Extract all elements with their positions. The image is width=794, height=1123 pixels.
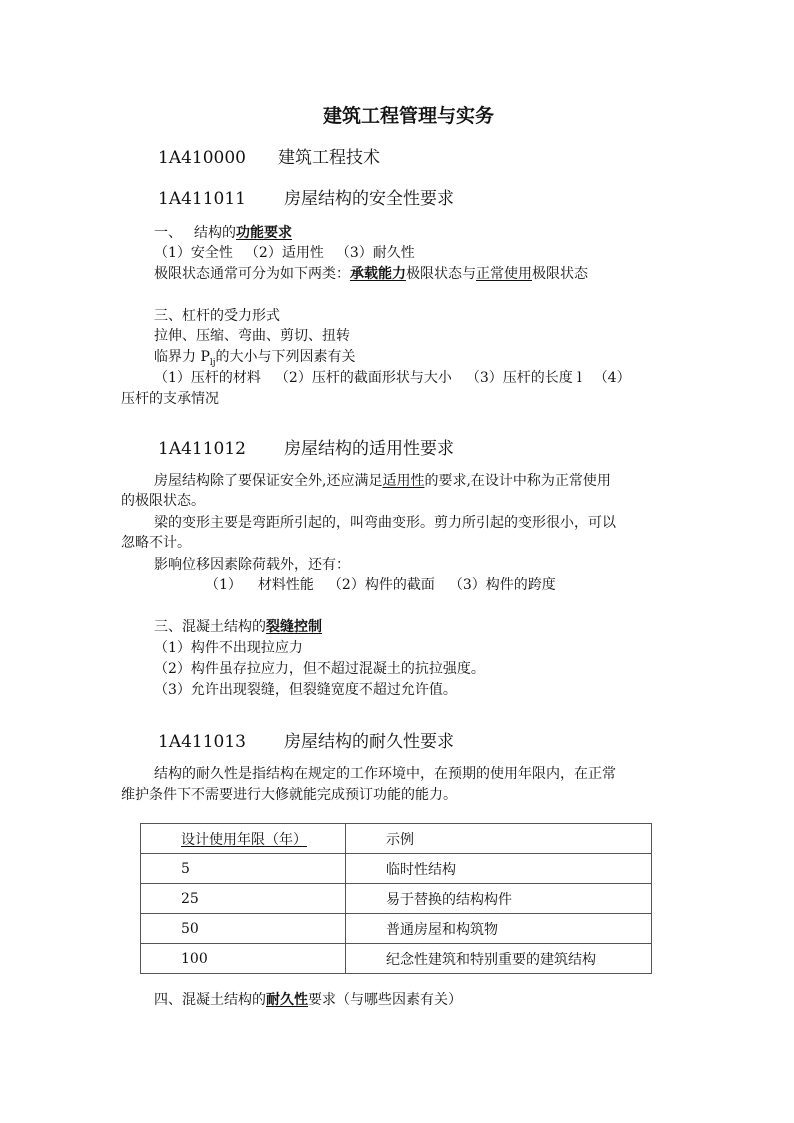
list-marker: 一、 [154,225,182,241]
paragraph [154,990,462,1010]
text: 要求（与哪些因素有关） [308,992,462,1008]
section-code: 1A411013 [158,732,246,752]
table-cell: 100 [141,944,346,974]
chapter-heading [158,148,380,168]
table-cell: 5 [141,854,346,884]
table-header-cell: 设计使用年限（年） [141,824,346,854]
paragraph: 影响位移因素除荷载外，还有： [154,557,350,573]
paragraph [154,368,631,388]
list-item: （3）构件的跨度 [448,577,556,593]
paragraph [154,617,322,637]
section-code: 1A411012 [158,439,246,459]
text: 极限状态 [532,266,588,282]
table-cell: 25 [141,884,346,914]
paragraph: 压杆的支承情况 [121,391,219,407]
emphasis: 耐久性 [266,992,308,1008]
service-life-table [140,823,652,974]
list-item: （1）压杆的材料 [154,370,261,386]
list-item: （2）构件的截面 [327,577,435,593]
paragraph: （3）允许出现裂缝，但裂缝宽度不超过允许值。 [154,682,457,698]
table-cell: 易于替换的结构构件 [346,884,652,914]
text: 房屋结构除了要保证安全外,还应满足 [154,473,383,489]
table-cell: 50 [141,914,346,944]
paragraph: 的极限状态。 [121,493,205,509]
text: 临界力 P [154,349,210,365]
paragraph: （2）构件虽存拉应力，但不超过混凝土的抗拉强度。 [154,661,485,677]
chapter-code: 1A410000 [158,148,246,168]
section-code: 1A411011 [158,189,246,209]
table-cell: 纪念性建筑和特别重要的建筑结构 [346,944,652,974]
section-name: 房屋结构的安全性要求 [284,189,454,209]
table-cell: 临时性结构 [346,854,652,884]
list-item: （1） [205,577,242,593]
paragraph: 维护条件下不需要进行大修就能完成预订功能的能力。 [121,787,457,803]
table-header-row [141,824,652,854]
paragraph: （1）构件不出现拉应力 [154,640,303,656]
paragraph: 结构的耐久性是指结构在规定的工作环境中，在预期的使用年限内，在正常 [154,766,616,782]
text: 三、混凝土结构的 [154,619,266,635]
paragraph: 梁的变形主要是弯距所引起的，叫弯曲变形。剪力所引起的变形很小，可以 [154,515,616,531]
emphasis: 正常使用 [476,266,532,282]
table-row [141,854,652,884]
emphasis: 承载能力 [350,266,406,282]
text: 四、混凝土结构的 [154,992,266,1008]
text: 的大小与下列因素有关 [215,349,356,365]
list-item: （3）压杆的长度 l [465,370,582,386]
table-header-cell: 示例 [346,824,652,854]
emphasis: 功能要求 [236,225,292,241]
paragraph [154,243,415,263]
table-row [141,884,652,914]
section-heading-2 [158,439,454,459]
table-cell: 普通房屋和构筑物 [346,914,652,944]
list-item: （4） [593,370,631,386]
table-row [141,914,652,944]
emphasis: 适用性 [382,473,425,489]
paragraph: 拉伸、压缩、弯曲、剪切、扭转 [154,328,350,344]
document-title: 建筑工程管理与实务 [323,105,495,127]
section-name: 房屋结构的耐久性要求 [284,732,454,752]
text: 的要求,在设计中称为正常使用 [424,473,611,489]
list-item: （2）压杆的截面形状与大小 [274,370,452,386]
list-item: （3）耐久性 [335,245,415,261]
text: 极限状态通常可分为如下两类： [154,266,350,282]
paragraph [154,471,611,491]
list-item: （1）安全性 [154,245,233,261]
section-heading-3 [158,732,454,752]
section-name: 房屋结构的适用性要求 [284,439,454,459]
paragraph [205,575,556,595]
list-item: （2）适用性 [244,245,324,261]
paragraph [154,264,588,284]
emphasis: 裂缝控制 [266,619,322,635]
section-heading-1 [158,189,454,209]
paragraph: 三、杠杆的受力形式 [154,308,280,324]
table-row [141,944,652,974]
text: 结构的 [194,225,236,241]
text: 极限状态与 [406,266,476,282]
list-item: 材料性能 [257,577,314,593]
paragraph [154,223,292,243]
paragraph: 忽略不计。 [121,535,191,551]
subscript: lj [209,357,216,368]
chapter-name: 建筑工程技术 [278,148,380,168]
